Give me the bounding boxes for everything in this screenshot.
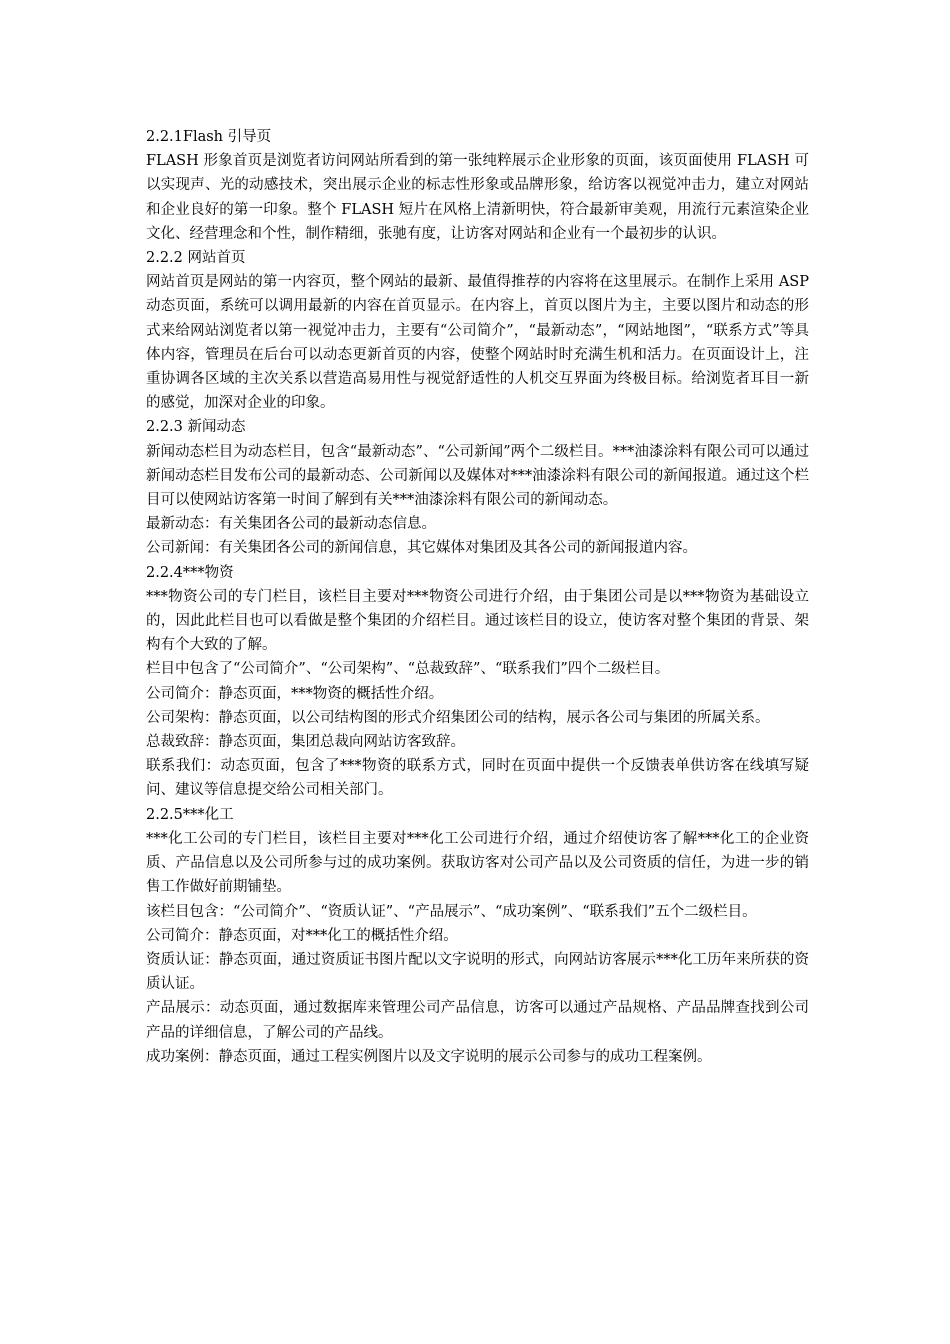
paragraph-chemical-products: 产品展示：动态页面，通过数据库来管理公司产品信息，访客可以通过产品规格、产品品牌查找到公司产品的详细信息，了解公司的产品线。: [146, 1000, 809, 1041]
paragraph-materials-sections: 栏目中包含了“公司简介”、“公司架构”、“总裁致辞”、“联系我们”四个二级栏目。: [146, 661, 670, 678]
section-heading-chemical: 2.2.5***化工: [146, 806, 234, 823]
paragraph-latest-news: 最新动态：有关集团各公司的最新动态信息。: [146, 516, 436, 533]
document-body: [146, 125, 809, 1069]
paragraph-chemical-intro: ***化工公司的专门栏目，该栏目主要对***化工公司进行介绍，通过介绍使访客了解***化工的企业资质、产品信息以及公司所参与过的成功案例。获取访客对公司产品以及公司资质的信任，为进一步的销售工作做好前期铺垫。: [146, 830, 809, 896]
paragraph-company-news: 公司新闻：有关集团各公司的新闻信息，其它媒体对集团及其各公司的新闻报道内容。: [146, 540, 697, 557]
paragraph-homepage: 网站首页是网站的第一内容页，整个网站的最新、最值得推荐的内容将在这里展示。在制作上采用 ASP 动态页面，系统可以调用最新的内容在首页显示。在内容上，首页以图片为主，主要以图片和动态的形式来给网站浏览者以第一视觉冲击力，主要有“公司简介”，“最新动态”，“网站地图”，“联系方式”等具体内容，管理员在后台可以动态更新首页的内容，使整个网站时时充满生机和活力。在页面设计上，注重协调各区域的主次关系以营造高易用性与视觉舒适性的人机交互界面为终极目标。给浏览者耳目一新的感觉，加深对企业的印象。: [146, 274, 809, 412]
paragraph-materials-intro: ***物资公司的专门栏目，该栏目主要对***物资公司进行介绍，由于集团公司是以***物资为基础设立的，因此此栏目也可以看做是整个集团的介绍栏目。通过该栏目的设立，使访客对整个集团的背景、架构有个大致的了解。: [146, 588, 809, 654]
paragraph-materials-structure: 公司架构：静态页面，以公司结构图的形式介绍集团公司的结构，展示各公司与集团的所属关系。: [146, 709, 770, 726]
paragraph-news: 新闻动态栏目为动态栏目，包含“最新动态”、“公司新闻”两个二级栏目。***油漆涂料有限公司可以通过新闻动态栏目发布公司的最新动态、公司新闻以及媒体对***油漆涂料有限公司的新闻报道。通过这个栏目可以使网站访客第一时间了解到有关***油漆涂料有限公司的新闻动态。: [146, 443, 809, 509]
section-heading-materials: 2.2.4***物资: [146, 564, 234, 581]
paragraph-flash-intro: FLASH 形象首页是浏览者访问网站所看到的第一张纯粹展示企业形象的页面，该页面使用 FLASH 可以实现声、光的动感技术，突出展示企业的标志性形象或品牌形象，给访客以视觉冲击力，建立对网站和企业良好的第一印象。整个 FLASH 短片在风格上清新明快，符合最新审美观，用流行元素渲染企业文化、经营理念和个性，制作精细，张驰有度，让访客对网站和企业有一个最初步的认识。: [146, 153, 809, 242]
paragraph-materials-ceo: 总裁致辞：静态页面，集团总裁向网站访客致辞。: [146, 734, 465, 751]
paragraph-materials-profile: 公司简介：静态页面，***物资的概括性介绍。: [146, 685, 444, 702]
paragraph-chemical-cases: 成功案例：静态页面，通过工程实例图片以及文字说明的展示公司参与的成功工程案例。: [146, 1048, 712, 1065]
paragraph-chemical-sections: 该栏目包含：“公司简介”、“资质认证”、“产品展示”、“成功案例”、“联系我们”五个二级栏目。: [146, 903, 757, 920]
paragraph-chemical-profile: 公司简介：静态页面，对***化工的概括性介绍。: [146, 927, 458, 944]
section-heading-flash-intro: 2.2.1Flash 引导页: [146, 129, 272, 145]
paragraph-materials-contact: 联系我们：动态页面，包含了***物资的联系方式，同时在页面中提供一个反馈表单供访客在线填写疑问、建议等信息提交给公司相关部门。: [146, 758, 809, 799]
section-heading-news: 2.2.3 新闻动态: [146, 419, 246, 436]
section-heading-homepage: 2.2.2 网站首页: [146, 250, 246, 267]
paragraph-chemical-certification: 资质认证：静态页面，通过资质证书图片配以文字说明的形式，向网站访客展示***化工历年来所获的资质认证。: [146, 951, 809, 993]
